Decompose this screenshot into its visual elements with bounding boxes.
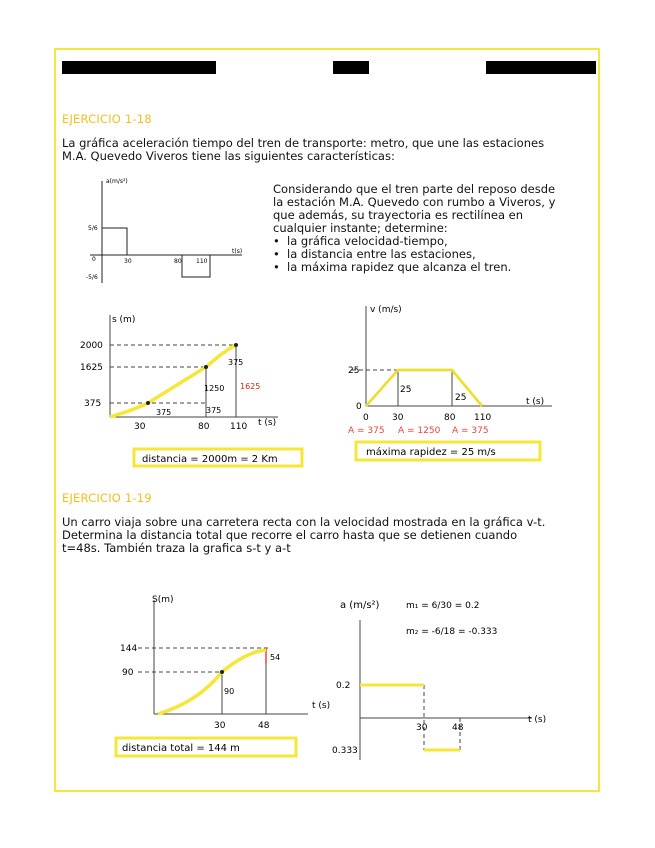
total-distance-answer: distancia total = 144 m bbox=[122, 743, 240, 754]
exercise-18-intro bbox=[62, 137, 544, 163]
exercise-18-title: EJERCICIO 1-18 bbox=[62, 112, 152, 126]
area-label: 1625 bbox=[240, 382, 261, 391]
y-tick-label: 0.333 bbox=[332, 746, 358, 756]
area-label: 375 bbox=[206, 406, 222, 415]
velocity-time-graph-18 bbox=[330, 298, 570, 473]
x-axis-label: t (s) bbox=[312, 701, 331, 711]
y-axis-label: S(m) bbox=[152, 595, 174, 605]
position-time-graph-19 bbox=[108, 590, 331, 765]
y-tick-label: 2000 bbox=[80, 341, 103, 351]
x-tick-label: 80 bbox=[174, 258, 182, 265]
area-label: 1250 bbox=[204, 384, 225, 393]
considering-line: Considerando que el tren parte del reposo desde bbox=[273, 182, 556, 196]
accel-positive-segment bbox=[102, 228, 127, 255]
x-tick-label: 48 bbox=[258, 721, 270, 731]
position-time-graph-18 bbox=[78, 305, 308, 475]
intro-line: t=48s. También traza la grafica s-t y a-t bbox=[62, 541, 291, 555]
exercise-18-considering bbox=[273, 183, 555, 274]
y-tick-label: 0 bbox=[356, 402, 362, 412]
x-tick-label: 110 bbox=[196, 258, 208, 265]
x-tick-label: 0 bbox=[363, 413, 369, 423]
x-tick-label: 30 bbox=[214, 721, 226, 731]
segment-label: 25 bbox=[455, 393, 467, 403]
redacted-block-center bbox=[333, 61, 369, 74]
area-label: 375 bbox=[156, 408, 172, 417]
y-tick-label: -5/6 bbox=[86, 274, 98, 281]
x-tick-label: 80 bbox=[444, 413, 456, 423]
requirements-list bbox=[273, 235, 555, 274]
intro-line: Un carro viaja sobre una carretera recta con la velocidad mostrada en la gráfica v-t. bbox=[62, 515, 546, 529]
x-tick-label: 110 bbox=[474, 413, 492, 423]
y-tick-label: 1625 bbox=[80, 363, 103, 373]
x-tick-label: 48 bbox=[452, 723, 464, 733]
slope-1-label: m₁ = 6/30 = 0.2 bbox=[406, 601, 480, 611]
redacted-block-right bbox=[486, 61, 596, 74]
segment-label: 90 bbox=[224, 687, 235, 696]
considering-line: que además, su trayectoria es rectilínea en bbox=[273, 208, 524, 222]
x-axis-label: t (s) bbox=[526, 397, 545, 407]
area-label: A = 1250 bbox=[398, 426, 441, 436]
y-axis-label: s (m) bbox=[112, 315, 136, 325]
list-item: • la gráfica velocidad-tiempo, bbox=[273, 235, 555, 248]
list-item: • la distancia entre las estaciones, bbox=[273, 248, 555, 261]
intro-line: M.A. Quevedo Viveros tiene las siguientes características: bbox=[62, 149, 395, 163]
list-item: • la máxima rapidez que alcanza el tren. bbox=[273, 261, 555, 274]
x-tick-label: 110 bbox=[230, 422, 248, 432]
considering-line: la estación M.A. Quevedo con rumbo a Viveros, y bbox=[273, 195, 556, 209]
slope-2-label: m₂ = -6/18 = -0.333 bbox=[406, 627, 498, 637]
x-axis-label: t (s) bbox=[258, 418, 277, 428]
x-tick-label: 30 bbox=[416, 723, 428, 733]
intro-line: La gráfica aceleración tiempo del tren de transporte: metro, que une las estaciones bbox=[62, 136, 545, 150]
curve-point bbox=[146, 401, 150, 405]
x-tick-label: 80 bbox=[198, 422, 210, 432]
y-tick-label: 0.2 bbox=[336, 681, 351, 691]
segment-label: 54 bbox=[270, 653, 281, 662]
accel-time-graph-18 bbox=[82, 173, 252, 293]
x-tick-label: 30 bbox=[392, 413, 404, 423]
segment-label: 25 bbox=[400, 385, 412, 395]
x-tick-label: 30 bbox=[124, 258, 132, 265]
y-axis-label: a (m/s²) bbox=[340, 600, 380, 611]
y-tick-label: 90 bbox=[122, 668, 134, 678]
curve-point bbox=[220, 670, 224, 674]
y-tick-label: 25 bbox=[348, 366, 360, 376]
x-tick-label: 30 bbox=[134, 422, 146, 432]
y-axis-label: v (m/s) bbox=[370, 305, 402, 315]
x-axis-label: t (s) bbox=[528, 715, 547, 725]
position-curve bbox=[158, 650, 266, 714]
exercise-19-intro bbox=[62, 516, 545, 555]
y-tick-label: 375 bbox=[84, 399, 102, 409]
y-tick-label: 0 bbox=[92, 256, 96, 263]
distance-answer: distancia = 2000m = 2 Km bbox=[142, 454, 278, 465]
area-label: A = 375 bbox=[452, 426, 489, 436]
intro-line: Determina la distancia total que recorre el carro hasta que se detienen cuando bbox=[62, 528, 518, 542]
x-axis-label: t(s) bbox=[232, 248, 243, 255]
curve-point bbox=[204, 365, 208, 369]
y-axis-label: a(m/s²) bbox=[106, 178, 128, 185]
considering-line: cualquier instante; determine: bbox=[273, 221, 448, 235]
area-label: A = 375 bbox=[348, 426, 385, 436]
y-tick-label: 5/6 bbox=[88, 225, 98, 232]
exercise-19-title: EJERCICIO 1-19 bbox=[62, 491, 152, 505]
y-tick-label: 144 bbox=[120, 644, 138, 654]
max-speed-answer: máxima rapidez = 25 m/s bbox=[366, 447, 496, 458]
area-label: 375 bbox=[228, 358, 244, 367]
accel-time-graph-19 bbox=[332, 590, 582, 770]
redacted-block-left bbox=[62, 61, 216, 74]
curve-point bbox=[234, 343, 238, 347]
